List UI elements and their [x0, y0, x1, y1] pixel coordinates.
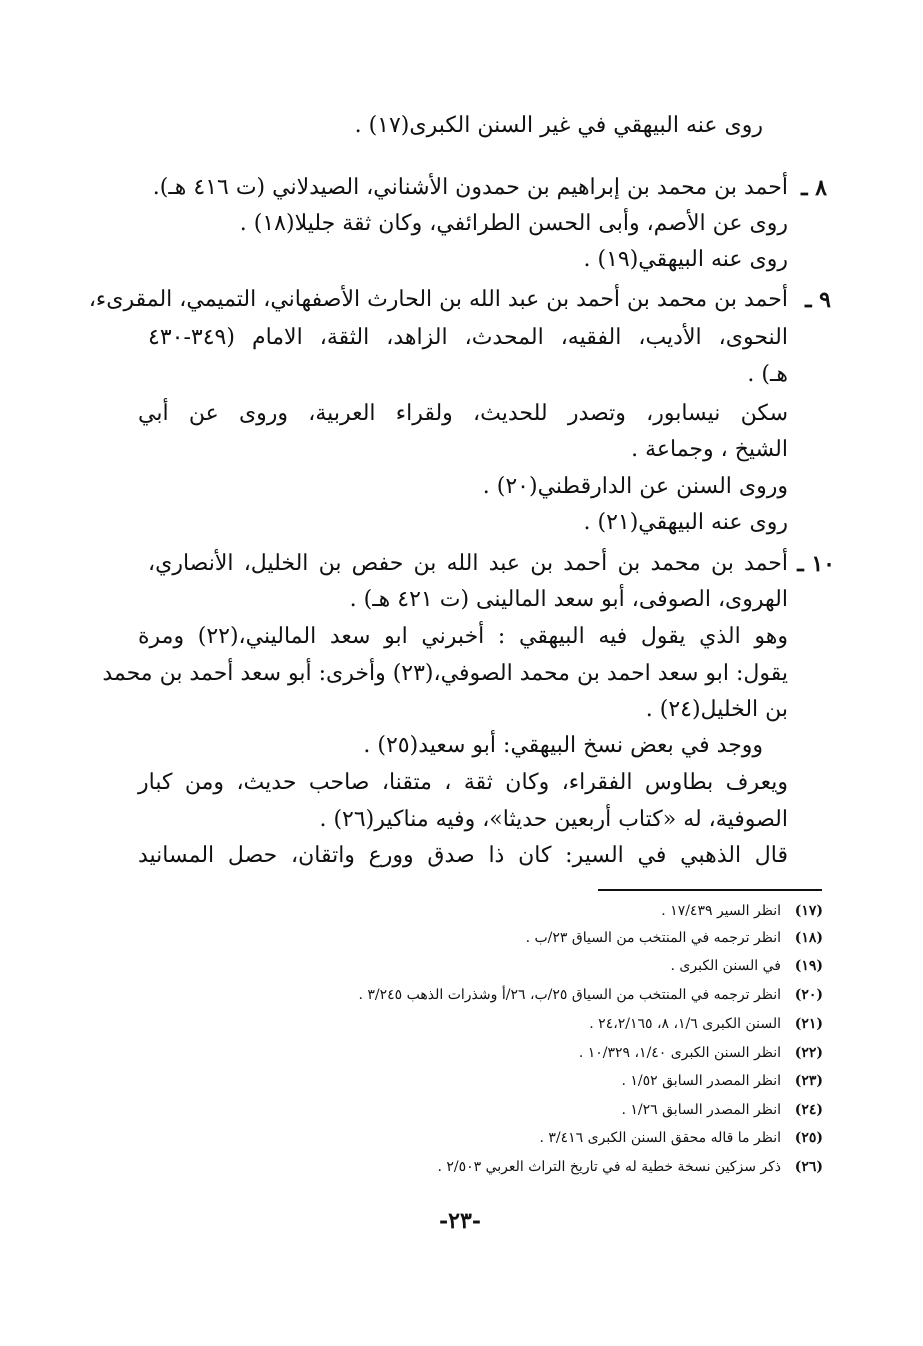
- footnote: [671, 955, 823, 977]
- footnote-text: في السنن الكبرى .: [670, 958, 781, 974]
- entry-number: ٩ ـ: [805, 287, 831, 313]
- footnote-divider: [598, 889, 822, 891]
- footnote-number: (٢٢): [794, 1045, 823, 1061]
- footnote-text: انظر ترجمه في المنتخب من السياق ٢٣/ب .: [525, 930, 781, 946]
- body-line: الهروى، الصوفى، أبو سعد المالينى (ت ٤٢١ هـ) .: [349, 587, 788, 612]
- footnote-text: انظر المصدر السابق ١/٢٦ .: [621, 1102, 781, 1118]
- body-line: قال الذهبي في السير: كان ذا صدق وورع واتقان، حصل المسانيد: [138, 843, 788, 868]
- footnote: [526, 927, 823, 949]
- footnote-number: (٢٦): [794, 1159, 823, 1175]
- body-line: روى عن الأصم، وأبى الحسن الطرائفي، وكان ثقة جليلا(١٨) .: [239, 211, 788, 236]
- footnote-number: (٢٤): [794, 1102, 823, 1118]
- body-line: أحمد بن محمد بن إبراهيم بن حمدون الأشناني، الصيدلاني (ت ٤١٦ هـ).: [152, 175, 788, 200]
- body-line: ووجد في بعض نسخ البيهقي: أبو سعيد(٢٥) .: [363, 733, 763, 758]
- body-line: الصوفية، له «كتاب أربعين حديثا»، وفيه مناكير(٢٦) .: [319, 807, 788, 832]
- body-line: النحوى، الأديب، الفقيه، المحدث، الزاهد، الثقة، الامام (٣٤٩-٤٣٠: [148, 325, 788, 350]
- body-line: أحمد بن محمد بن أحمد بن عبد الله بن حفص بن الخليل، الأنصاري،: [148, 551, 788, 576]
- footnote-text: السنن الكبرى ١/٦، ٨، ٢٤،٢/١٦٥ .: [589, 1016, 781, 1032]
- footnote-number: (٢٠): [794, 987, 823, 1003]
- footnote: [621, 1099, 823, 1121]
- footnote-text: ذكر سزكين نسخة خطية له في تاريخ التراث العربي ٢/٥٠٣ .: [437, 1159, 781, 1175]
- footnote-text: انظر المصدر السابق ١/٥٢ .: [621, 1073, 781, 1089]
- body-line: سكن نيسابور، وتصدر للحديث، ولقراء العربية، وروى عن أبي: [138, 401, 788, 426]
- footnote-number: (٢٥): [794, 1130, 823, 1146]
- body-line: أحمد بن محمد بن أحمد بن عبد الله بن الحارث الأصفهاني، التميمي، المقرىء،: [88, 287, 788, 312]
- body-line: هـ) .: [747, 362, 788, 387]
- entry-number: ١٠ ـ: [797, 551, 835, 577]
- footnote: [621, 1070, 823, 1092]
- entry-number: ٨ ـ: [801, 175, 827, 201]
- body-line: روى عنه البيهقي في غير السنن الكبرى(١٧) .: [354, 113, 763, 138]
- footnote: [661, 900, 823, 922]
- body-line: وهو الذي يقول فيه البيهقي : أخبرني ابو سعد الماليني،(٢٢) ومرة: [138, 624, 788, 649]
- footnote-number: (١٨): [794, 930, 823, 946]
- footnote-text: انظر ترجمه في المنتخب من السياق ٢٥/ب، ٢٦/أ وشذرات الذهب ٣/٢٤٥ .: [358, 987, 781, 1003]
- footnote: [579, 1042, 823, 1064]
- footnote: [358, 984, 823, 1006]
- footnote: [539, 1127, 823, 1149]
- body-line: يقول: ابو سعد احمد بن محمد الصوفي،(٢٣) وأخرى: أبو سعد أحمد بن محمد: [102, 661, 788, 686]
- body-line: بن الخليل(٢٤) .: [645, 697, 788, 722]
- footnote-text: انظر السنن الكبرى ١/٤٠، ١٠/٣٢٩ .: [578, 1045, 781, 1061]
- body-line: روى عنه البيهقي(١٩) .: [583, 247, 788, 272]
- page-number: -٢٣-: [439, 1208, 481, 1234]
- footnote: [589, 1013, 823, 1035]
- footnote-text: انظر ما قاله محقق السنن الكبرى ٣/٤١٦ .: [539, 1130, 781, 1146]
- body-line: الشيخ ، وجماعة .: [631, 437, 788, 462]
- body-line: وروى السنن عن الدارقطني(٢٠) .: [482, 474, 788, 499]
- body-line: روى عنه البيهقي(٢١) .: [583, 510, 788, 535]
- body-line: ويعرف بطاوس الفقراء، وكان ثقة ، متقنا، صاحب حديث، ومن كبار: [138, 770, 788, 795]
- footnote-text: انظر السير ١٧/٤٣٩ .: [661, 903, 781, 919]
- footnote-number: (١٧): [794, 903, 823, 919]
- footnote-number: (١٩): [794, 958, 823, 974]
- footnote-number: (٢١): [794, 1016, 823, 1032]
- footnote-number: (٢٣): [794, 1073, 823, 1089]
- footnote: [437, 1156, 823, 1178]
